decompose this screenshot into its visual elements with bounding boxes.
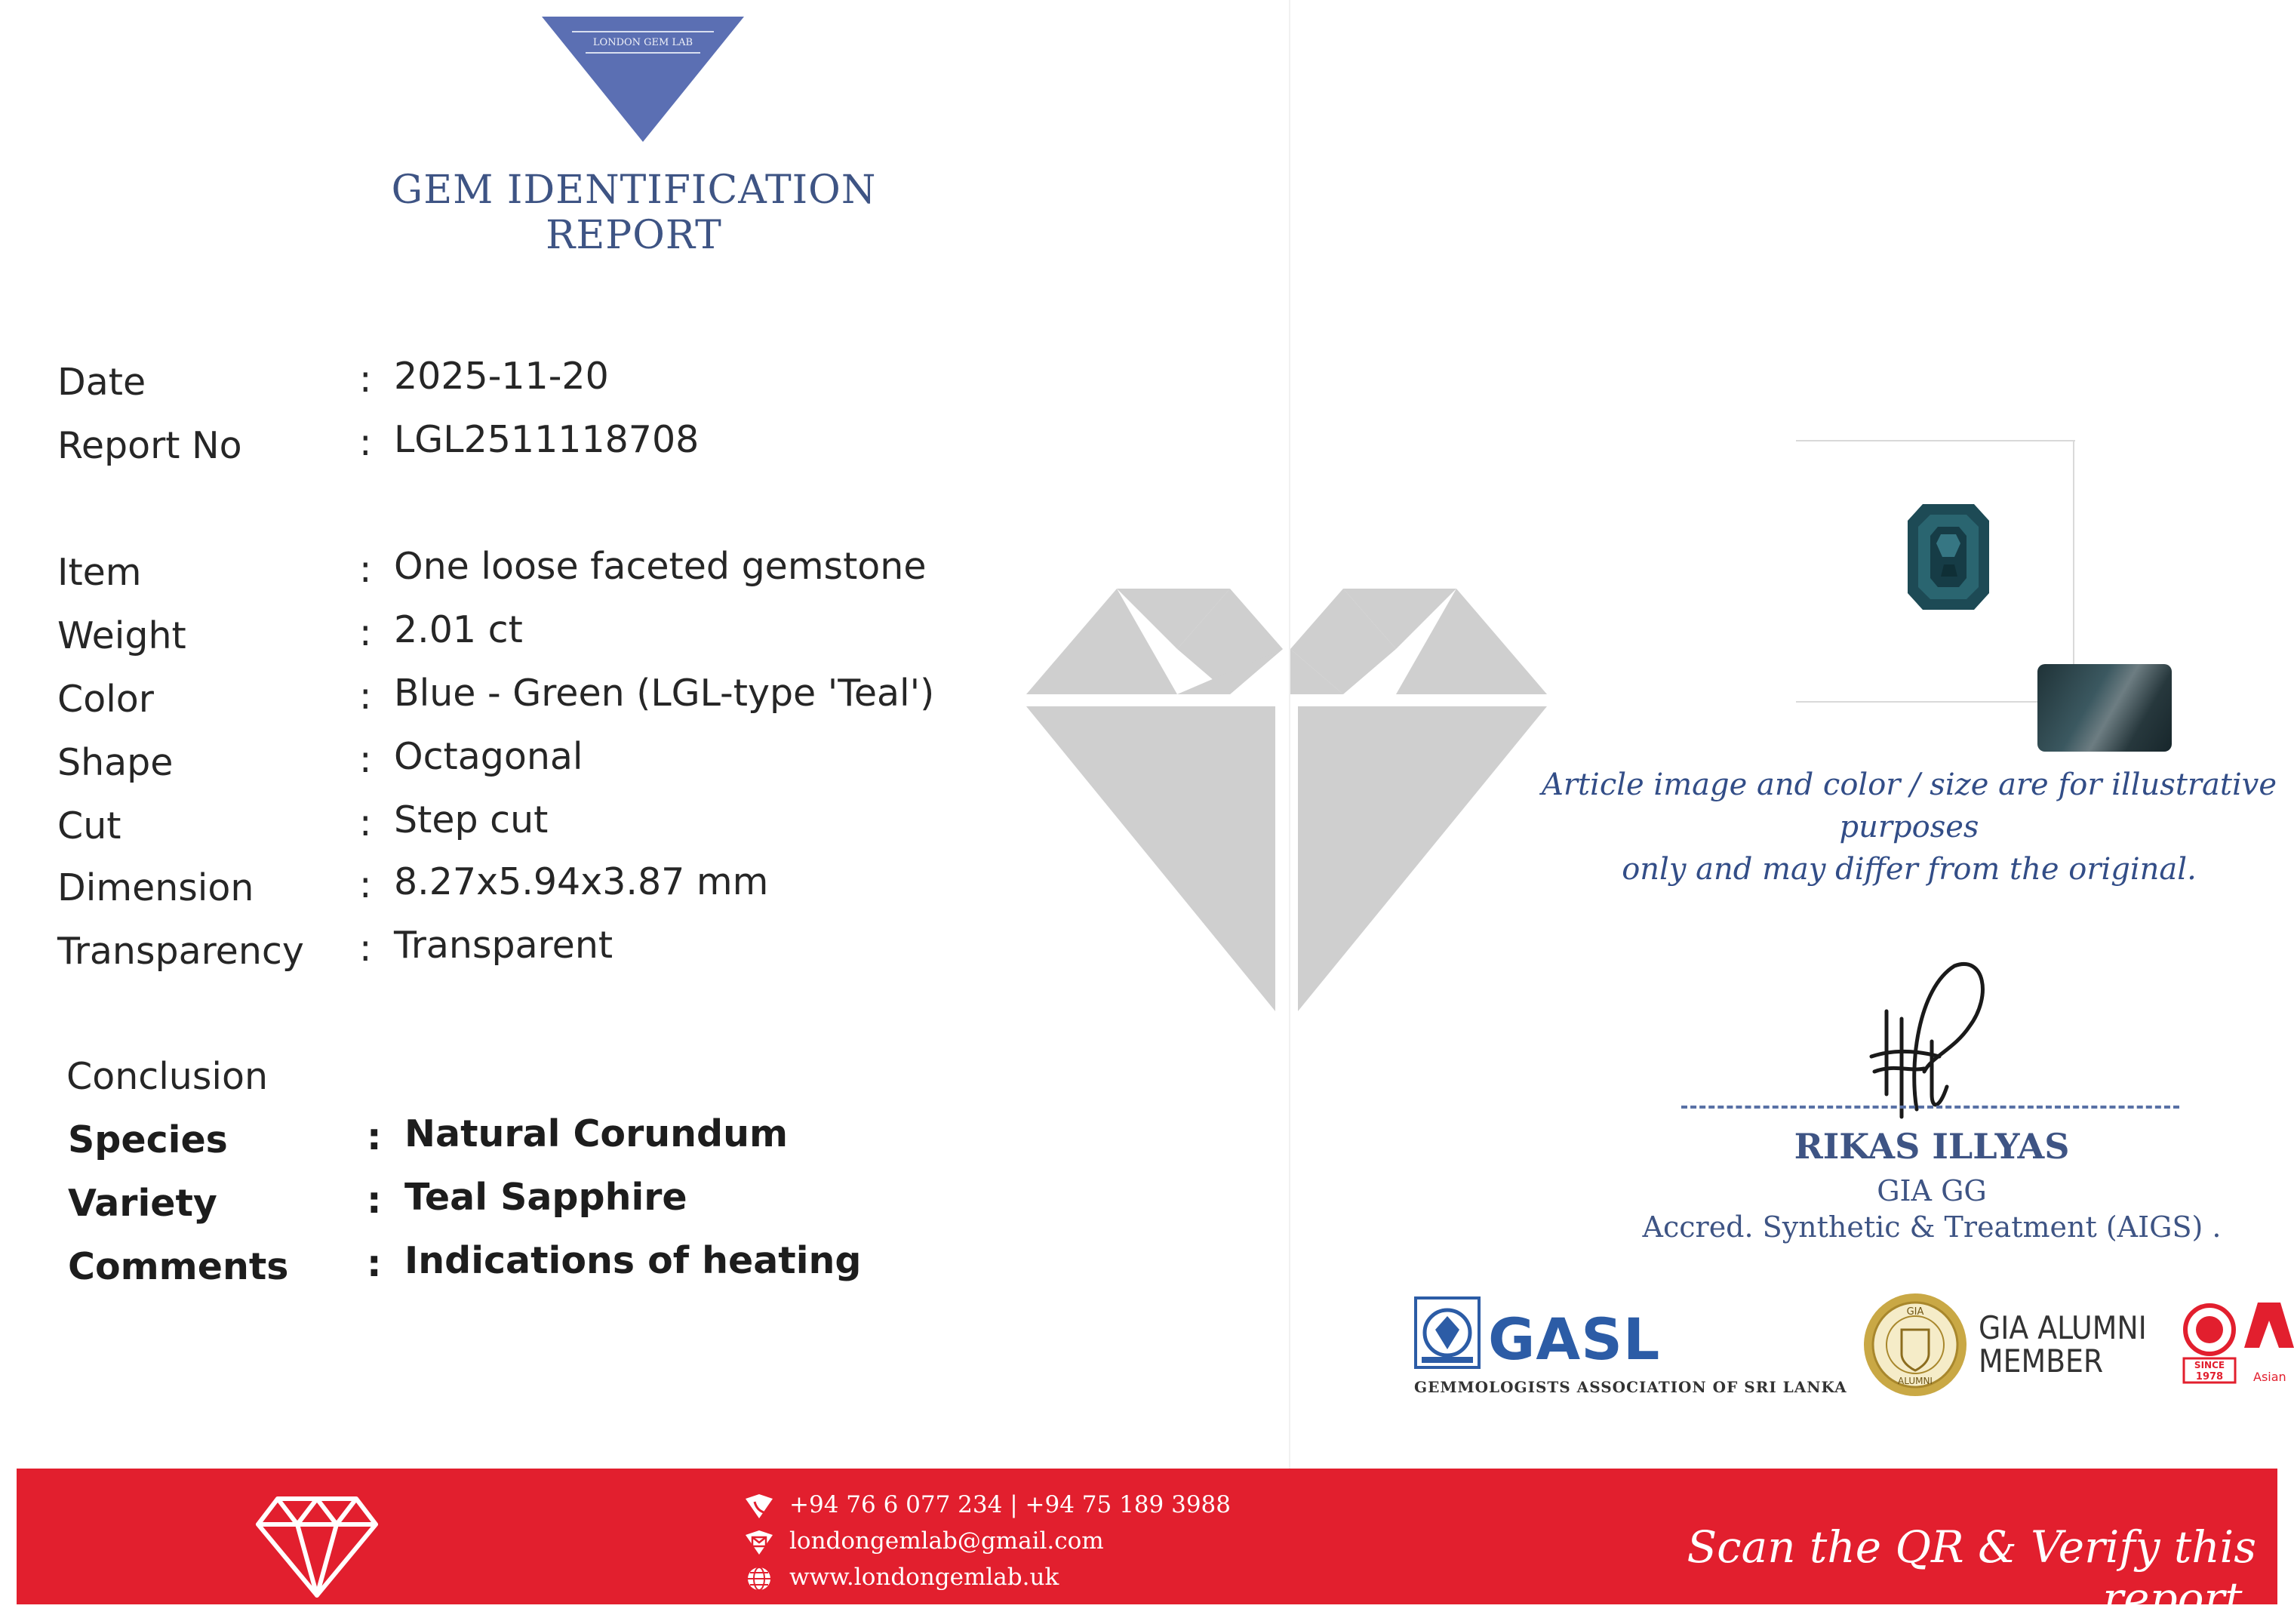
field-label: Item [57, 551, 142, 594]
field-value: Transparent [394, 924, 613, 967]
field-row-cut [57, 798, 963, 859]
footer-website[interactable]: www.londongemlab.uk [789, 1564, 1059, 1591]
field-label: Weight [57, 614, 186, 657]
field-label: Color [57, 678, 154, 721]
field-separator: : [359, 801, 372, 844]
gia-seal-top-text: GIA [1906, 1306, 1924, 1318]
logo-text: LONDON GEM LAB [592, 37, 693, 48]
globe-icon [743, 1565, 776, 1592]
field-row-color [57, 672, 963, 732]
conclusion-value: Indications of heating [404, 1239, 862, 1282]
disclaimer-line-2: only and may differ from the original. [1622, 852, 2197, 887]
field-label: Report No [57, 424, 242, 467]
field-label: Date [57, 361, 146, 404]
gasl-full-name: GEMMOLOGISTS ASSOCIATION OF SRI LANKA [1414, 1378, 1847, 1396]
signatory-name: RIKAS ILLYAS [1794, 1126, 2070, 1167]
conclusion-label: Comments [68, 1245, 289, 1288]
handwritten-signature [1864, 958, 2000, 1124]
field-value: 2025-11-20 [394, 355, 609, 398]
field-value: Blue - Green (LGL-type 'Teal') [394, 672, 935, 715]
asian-institute-logo-icon [2179, 1303, 2294, 1387]
field-value: Octagonal [394, 735, 583, 778]
phone-icon [743, 1493, 776, 1520]
conclusion-value: Natural Corundum [404, 1112, 789, 1155]
gemstone-closeup-image [2037, 664, 2172, 752]
diamond-icon [255, 1494, 379, 1600]
gasl-name: GASL [1488, 1306, 1661, 1373]
field-row-transparency [57, 924, 963, 984]
report-title: GEM IDENTIFICATION REPORT [391, 168, 877, 258]
field-separator: : [359, 927, 372, 970]
footer-email[interactable]: londongemlab@gmail.com [789, 1527, 1104, 1555]
field-separator: : [359, 358, 372, 401]
field-separator: : [359, 611, 372, 654]
field-row-date [57, 355, 963, 415]
conclusion-label: Variety [68, 1182, 217, 1225]
field-separator: : [359, 863, 372, 906]
conclusion-row-variety [57, 1176, 963, 1236]
email-icon [743, 1529, 776, 1556]
gia-alumni-member: GIA ALUMNI MEMBER [1979, 1309, 2147, 1379]
asian-since-text: SINCE [2194, 1360, 2225, 1370]
image-disclaimer [1539, 764, 2279, 890]
field-label: Dimension [57, 866, 254, 909]
field-separator: : [359, 675, 372, 718]
gia-seal-bottom-text: ALUMNI [1898, 1376, 1933, 1386]
gemstone-image [1908, 504, 1989, 610]
gasl-logo-icon [1414, 1296, 1481, 1369]
signatory-accreditation: Accred. Synthetic & Treatment (AIGS) . [1642, 1210, 2222, 1244]
conclusion-separator: : [367, 1242, 382, 1285]
conclusion-separator: : [367, 1115, 382, 1158]
field-row-item [57, 545, 963, 605]
field-row-weight [57, 608, 963, 669]
field-value: 8.27x5.94x3.87 mm [394, 860, 769, 903]
asian-word-text: Asian [2253, 1370, 2286, 1384]
conclusion-label: Species [68, 1118, 228, 1161]
conclusion-value: Teal Sapphire [404, 1176, 687, 1219]
field-value: LGL2511118708 [394, 418, 700, 461]
conclusion-heading-row [57, 1055, 963, 1109]
asian-year-text: 1978 [2195, 1371, 2224, 1383]
field-value: Step cut [394, 798, 549, 841]
field-separator: : [359, 421, 372, 464]
gia-alumni-seal-icon [1862, 1292, 1968, 1398]
field-separator: : [359, 738, 372, 781]
field-separator: : [359, 548, 372, 591]
field-row-report-no [57, 418, 963, 478]
field-row-shape [57, 735, 963, 795]
conclusion-row-comments [57, 1239, 963, 1300]
field-label: Transparency [57, 930, 304, 973]
signature-line [1681, 1106, 2179, 1109]
signatory-credential: GIA GG [1877, 1174, 1987, 1207]
diamond-watermark-icon [1026, 558, 1547, 1011]
field-value: 2.01 ct [394, 608, 523, 651]
conclusion-separator: : [367, 1179, 382, 1222]
field-label: Shape [57, 741, 174, 784]
footer-phone: +94 76 6 077 234 | +94 75 189 3988 [789, 1491, 1231, 1518]
scan-qr-verify-text: Scan the QR & Verify this report. [1687, 1521, 2256, 1624]
conclusion-heading: Conclusion [66, 1055, 269, 1098]
field-label: Cut [57, 804, 121, 847]
asian-institute-logo [2179, 1303, 2294, 1387]
london-gem-lab-logo [542, 15, 744, 142]
conclusion-row-species [57, 1112, 963, 1173]
disclaimer-line-1: Article image and color / size are for illustrative purposes [1541, 767, 2277, 844]
field-row-dimension [57, 860, 963, 921]
field-value: One loose faceted gemstone [394, 545, 927, 588]
